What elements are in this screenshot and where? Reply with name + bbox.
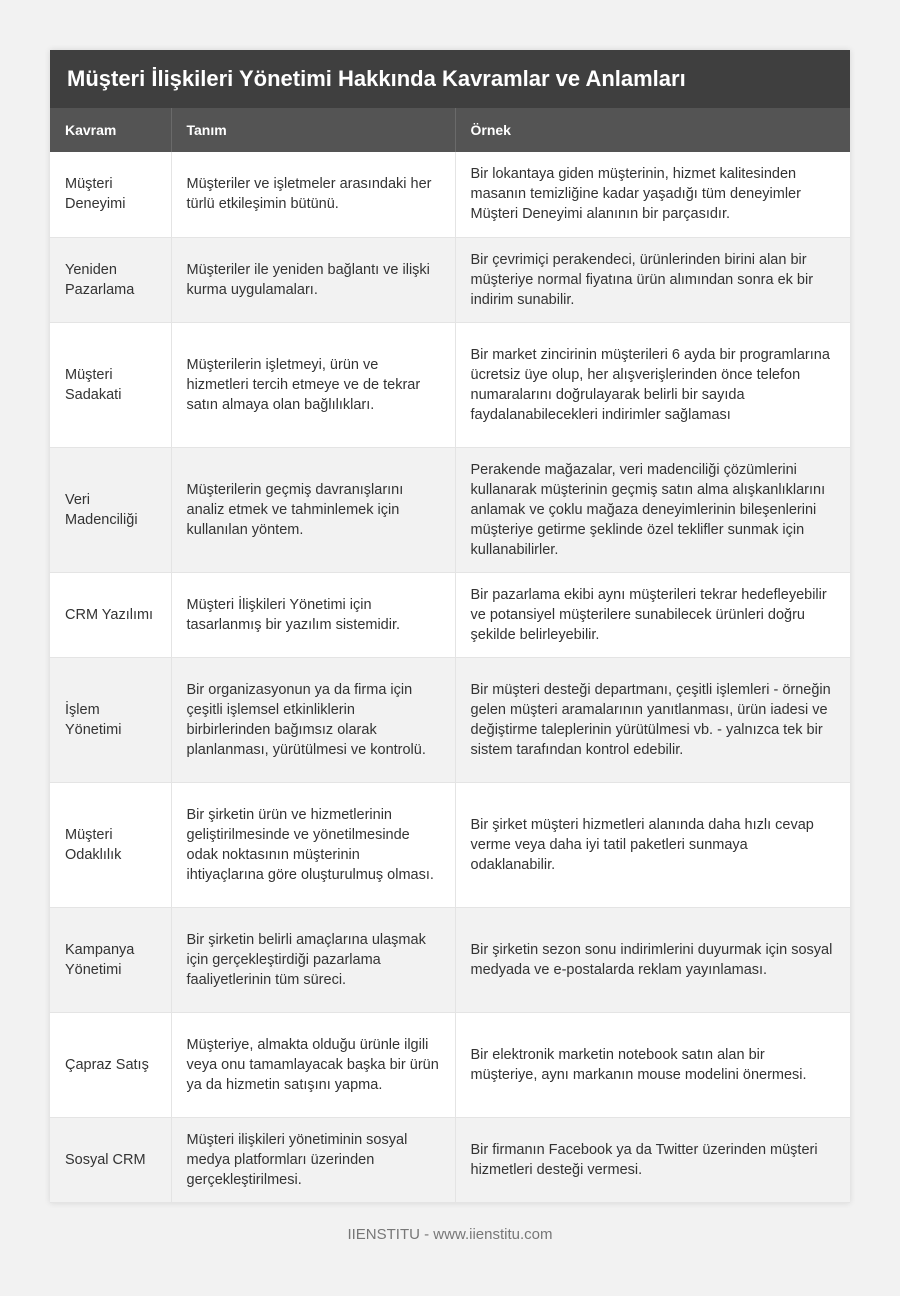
definition-cell: Bir şirketin ürün ve hizmetlerinin geliştirilmesinde ve yönetilmesinde odak noktasının müşterinin ihtiyaçlarına göre oluşturulmuş olması. (171, 782, 455, 907)
example-cell: Bir firmanın Facebook ya da Twitter üzerinden müşteri hizmetleri desteği vermesi. (455, 1117, 850, 1202)
definition-cell: Müşteriler ile yeniden bağlantı ve ilişki kurma uygulamaları. (171, 237, 455, 322)
term-cell: Kampanya Yönetimi (50, 907, 171, 1012)
definition-cell: Müşterilerin geçmiş davranışlarını analiz etmek ve tahminlemek için kullanılan yöntem. (171, 447, 455, 572)
header-term: Kavram (50, 108, 171, 152)
table-row (50, 782, 850, 907)
table-row (50, 237, 850, 322)
term-cell: Veri Madenciliği (50, 447, 171, 572)
table-row (50, 1117, 850, 1202)
term-cell: CRM Yazılımı (50, 572, 171, 657)
definition-cell: Müşteri İlişkileri Yönetimi için tasarlanmış bir yazılım sistemidir. (171, 572, 455, 657)
example-cell: Bir çevrimiçi perakendeci, ürünlerinden birini alan bir müşteriye normal fiyatına ürün alımından sonra ek bir indirim sunabilir. (455, 237, 850, 322)
table-row (50, 152, 850, 237)
table-row (50, 447, 850, 572)
term-cell: Müşteri Deneyimi (50, 152, 171, 237)
concepts-card (50, 50, 850, 1203)
header-example: Örnek (455, 108, 850, 152)
example-cell: Bir market zincirinin müşterileri 6 ayda bir programlarına ücretsiz üye olup, her alışverişlerinden önce telefon numaralarını doğrulayarak belirli bir sayıda faydalanabilecekleri indirimler sağlaması (455, 322, 850, 447)
example-cell: Bir şirketin sezon sonu indirimlerini duyurmak için sosyal medyada ve e-postalarda reklam yayınlaması. (455, 907, 850, 1012)
table-header-row (50, 108, 850, 152)
term-cell: Çapraz Satış (50, 1012, 171, 1117)
footer-credit: IIENSTITU - www.iienstitu.com (347, 1226, 553, 1243)
example-cell: Bir müşteri desteği departmanı, çeşitli işlemleri - örneğin gelen müşteri aramalarının yanıtlanması, ürün iadesi ve değiştirme taleplerinin yürütülmesi vb. - yalnızca tek bir sistem tarafından kontrol edebilir. (455, 657, 850, 782)
definition-cell: Bir organizasyonun ya da firma için çeşitli işlemsel etkinliklerin birbirlerinden bağımsız olarak planlanması, yürütülmesi ve kontrolü. (171, 657, 455, 782)
table-row (50, 657, 850, 782)
term-cell: İşlem Yönetimi (50, 657, 171, 782)
page-title: Müşteri İlişkileri Yönetimi Hakkında Kavramlar ve Anlamları (50, 50, 850, 108)
example-cell: Perakende mağazalar, veri madenciliği çözümlerini kullanarak müşterinin geçmiş satın alma alışkanlıklarını anlamak ve çoklu mağaza deneyimlerinin bileşenlerini müşteriye getirme şeklinde özel teklifler sunmak için kullanabilirler. (455, 447, 850, 572)
term-cell: Yeniden Pazarlama (50, 237, 171, 322)
table-row (50, 322, 850, 447)
header-definition: Tanım (171, 108, 455, 152)
definition-cell: Müşteriye, almakta olduğu ürünle ilgili veya onu tamamlayacak başka bir ürün ya da hizmetin satışını yapma. (171, 1012, 455, 1117)
term-cell: Müşteri Odaklılık (50, 782, 171, 907)
definition-cell: Müşteriler ve işletmeler arasındaki her türlü etkileşimin bütünü. (171, 152, 455, 237)
table-row (50, 1012, 850, 1117)
example-cell: Bir şirket müşteri hizmetleri alanında daha hızlı cevap verme veya daha iyi tatil paketleri sunmaya odaklanabilir. (455, 782, 850, 907)
example-cell: Bir elektronik marketin notebook satın alan bir müşteriye, aynı markanın mouse modelini önermesi. (455, 1012, 850, 1117)
concepts-table (50, 108, 850, 1203)
term-cell: Müşteri Sadakati (50, 322, 171, 447)
example-cell: Bir pazarlama ekibi aynı müşterileri tekrar hedefleyebilir ve potansiyel müşterilere sunabilecek ürünleri doğru şekilde belirleyebilir. (455, 572, 850, 657)
definition-cell: Müşterilerin işletmeyi, ürün ve hizmetleri tercih etmeye ve de tekrar satın almaya olan bağlılıkları. (171, 322, 455, 447)
term-cell: Sosyal CRM (50, 1117, 171, 1202)
example-cell: Bir lokantaya giden müşterinin, hizmet kalitesinden masanın temizliğine kadar yaşadığı tüm deneyimler Müşteri Deneyimi alanının bir parçasıdır. (455, 152, 850, 237)
table-row (50, 572, 850, 657)
definition-cell: Bir şirketin belirli amaçlarına ulaşmak için gerçekleştirdiği pazarlama faaliyetlerinin tüm süreci. (171, 907, 455, 1012)
definition-cell: Müşteri ilişkileri yönetiminin sosyal medya platformları üzerinden gerçekleştirilmesi. (171, 1117, 455, 1202)
table-row (50, 907, 850, 1012)
